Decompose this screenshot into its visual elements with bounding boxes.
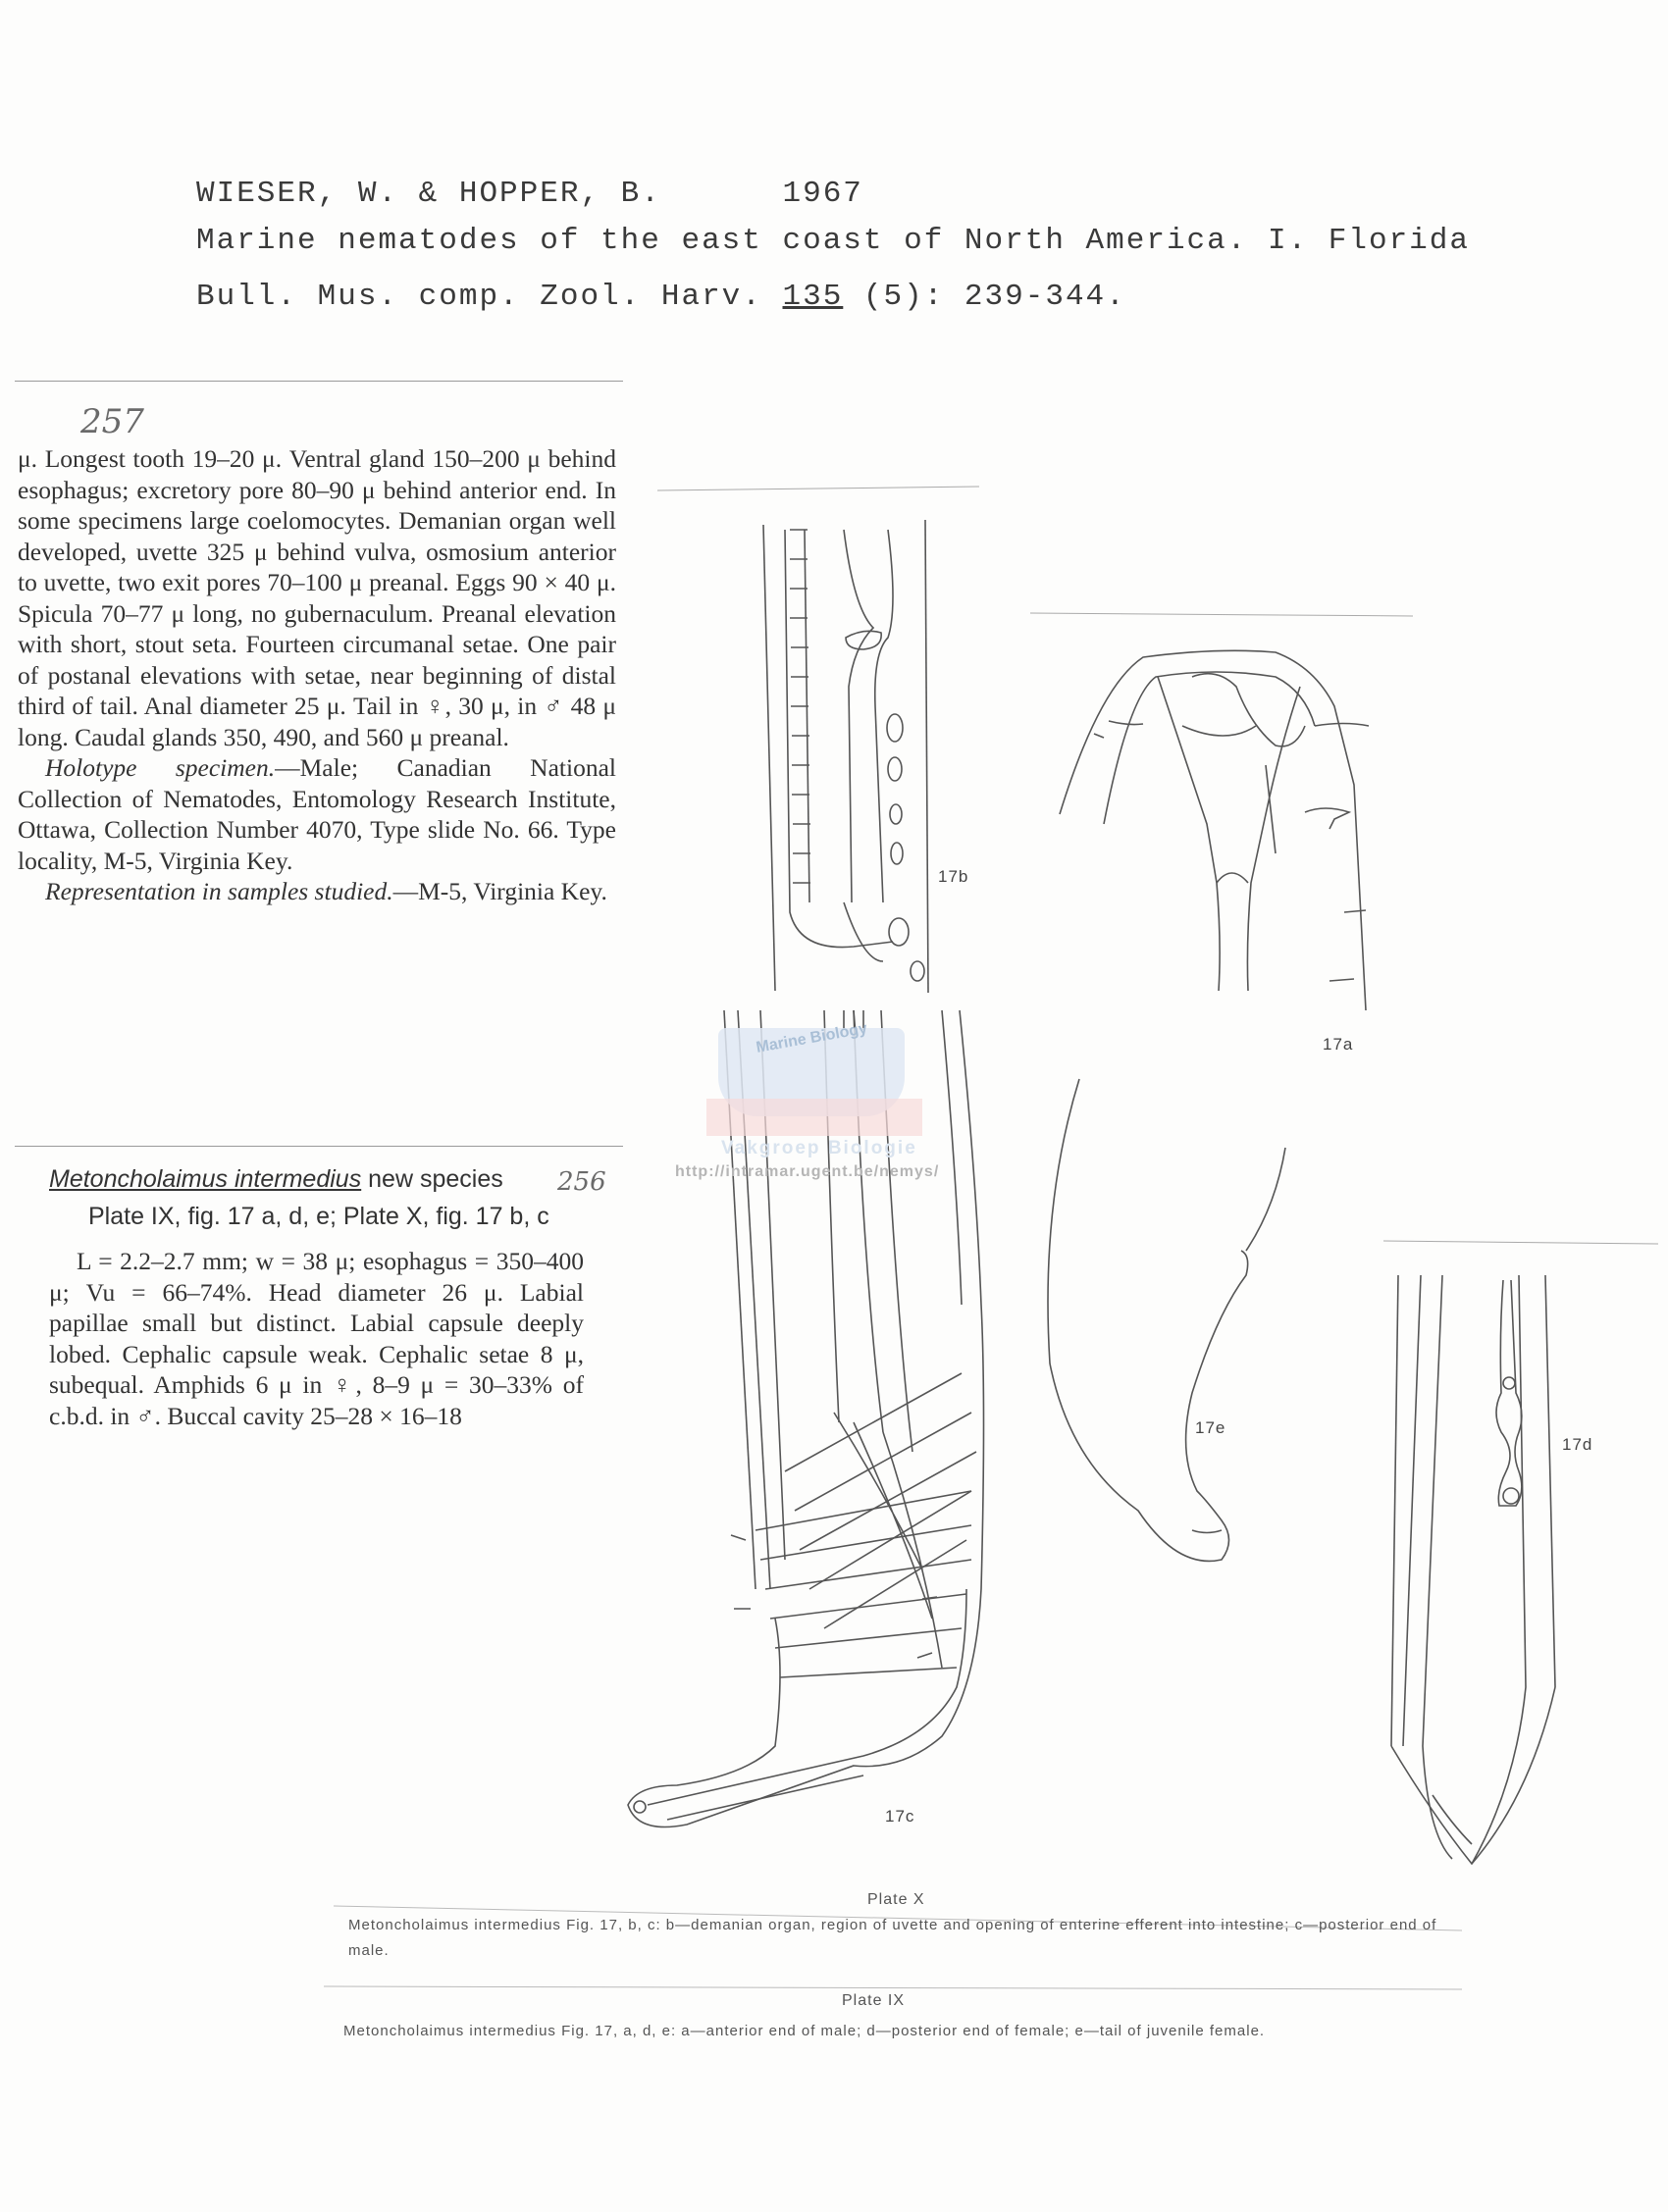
rule-17d <box>1383 1241 1658 1244</box>
watermark-url: http://intramar.ugent.be/nemys/ <box>675 1163 940 1180</box>
holotype-text: —Male; Canadian National Collection of Nematodes, Entomology Research Institute, Ottawa, Collection Number 4070, Type slide No. 66. Type locality, M-5, Virginia Key. <box>18 753 616 875</box>
citation-authors: WIESER, W. & HOPPER, B. <box>196 177 661 211</box>
species-name: Metoncholaimus intermedius <box>49 1165 362 1193</box>
handwritten-page-number: 257 <box>80 402 144 441</box>
plate-x-title: Plate X <box>867 1891 925 1908</box>
species-description-paragraph: L = 2.2–2.7 mm; w = 38 μ; esophagus = 350–400 μ; Vu = 66–74%. Head diameter 26 μ. Labial papillae small but distinct. Labial capsule deeply lobed. Cephalic capsule weak. Cephalic setae 8 μ, subequal. Amphids 6 μ in ♀, 8–9 μ = 30–33% of c.b.d. in ♂. Buccal cavity 25–28 × 16–18 <box>49 1247 584 1430</box>
representation-label: Representation in samples studied. <box>45 877 393 905</box>
species-plates-line: Plate IX, fig. 17 a, d, e; Plate X, fig. 17 b, c <box>88 1203 549 1230</box>
rule-17b <box>657 487 979 490</box>
holotype-label: Holotype specimen. <box>45 753 276 782</box>
citation-year: 1967 <box>782 177 863 211</box>
figure-label-17c: 17c <box>885 1807 915 1826</box>
watermark-arc-text: Marine Biology <box>755 1020 869 1056</box>
plate-x-caption: Metoncholaimus intermedius Fig. 17, b, c: b—demanian organ, region of uvette and opening of enterine efferent into intestine; c—posterior end of male. <box>348 1917 1437 1959</box>
citation-title: Marine nematodes of the east coast of North America. I. Florida <box>196 224 1470 258</box>
figure-17b-drawing <box>763 520 928 993</box>
figure-label-17a: 17a <box>1323 1035 1354 1054</box>
watermark-box-text: Vakgroep Biologie <box>721 1138 917 1158</box>
watermark-box <box>706 1099 922 1136</box>
figure-17e-drawing <box>1048 1079 1285 1561</box>
citation-issue-pages: (5): 239-344. <box>862 280 1126 314</box>
rule-caption-ix <box>324 1986 1462 1989</box>
species-suffix: new species <box>368 1165 503 1193</box>
figure-label-17b: 17b <box>938 867 969 886</box>
citation-volume: 135 <box>782 280 844 314</box>
representation-text: —M-5, Virginia Key. <box>392 877 607 905</box>
figure-label-17d: 17d <box>1562 1435 1593 1454</box>
handwritten-species-number: 256 <box>557 1167 606 1197</box>
plate-ix-title: Plate IX <box>842 1992 906 2009</box>
figure-label-17e: 17e <box>1195 1418 1226 1437</box>
figure-17a-drawing <box>1060 650 1369 1010</box>
rule-17a <box>1030 613 1413 616</box>
plate-ix-caption: Metoncholaimus intermedius Fig. 17, a, d, e: a—anterior end of male; d—posterior end of female; e—tail of juvenile female. <box>343 2023 1266 2039</box>
figure-17d-drawing <box>1391 1275 1555 1864</box>
citation-journal-name: Bull. Mus. comp. Zool. Harv. <box>196 280 762 314</box>
description-paragraph: μ. Longest tooth 19–20 μ. Ventral gland 150–200 μ behind esophagus; excretory pore 80–90 μ behind anterior end. In some specimens large coelomocytes. Demanian organ well developed, uvette 325 μ behind vulva, osmosium anterior to uvette, two exit pores 70–100 μ preanal. Eggs 90 × 40 μ. Spicula 70–77 μ long, no gubernaculum. Preanal elevation with short, stout seta. Fourteen circumanal setae. One pair of postanal elevations with setae, near beginning of distal third of tail. Anal diameter 25 μ. Tail in ♀, 30 μ, in ♂ 48 μ long. Caudal glands 350, 490, and 560 μ preanal. <box>18 444 616 751</box>
